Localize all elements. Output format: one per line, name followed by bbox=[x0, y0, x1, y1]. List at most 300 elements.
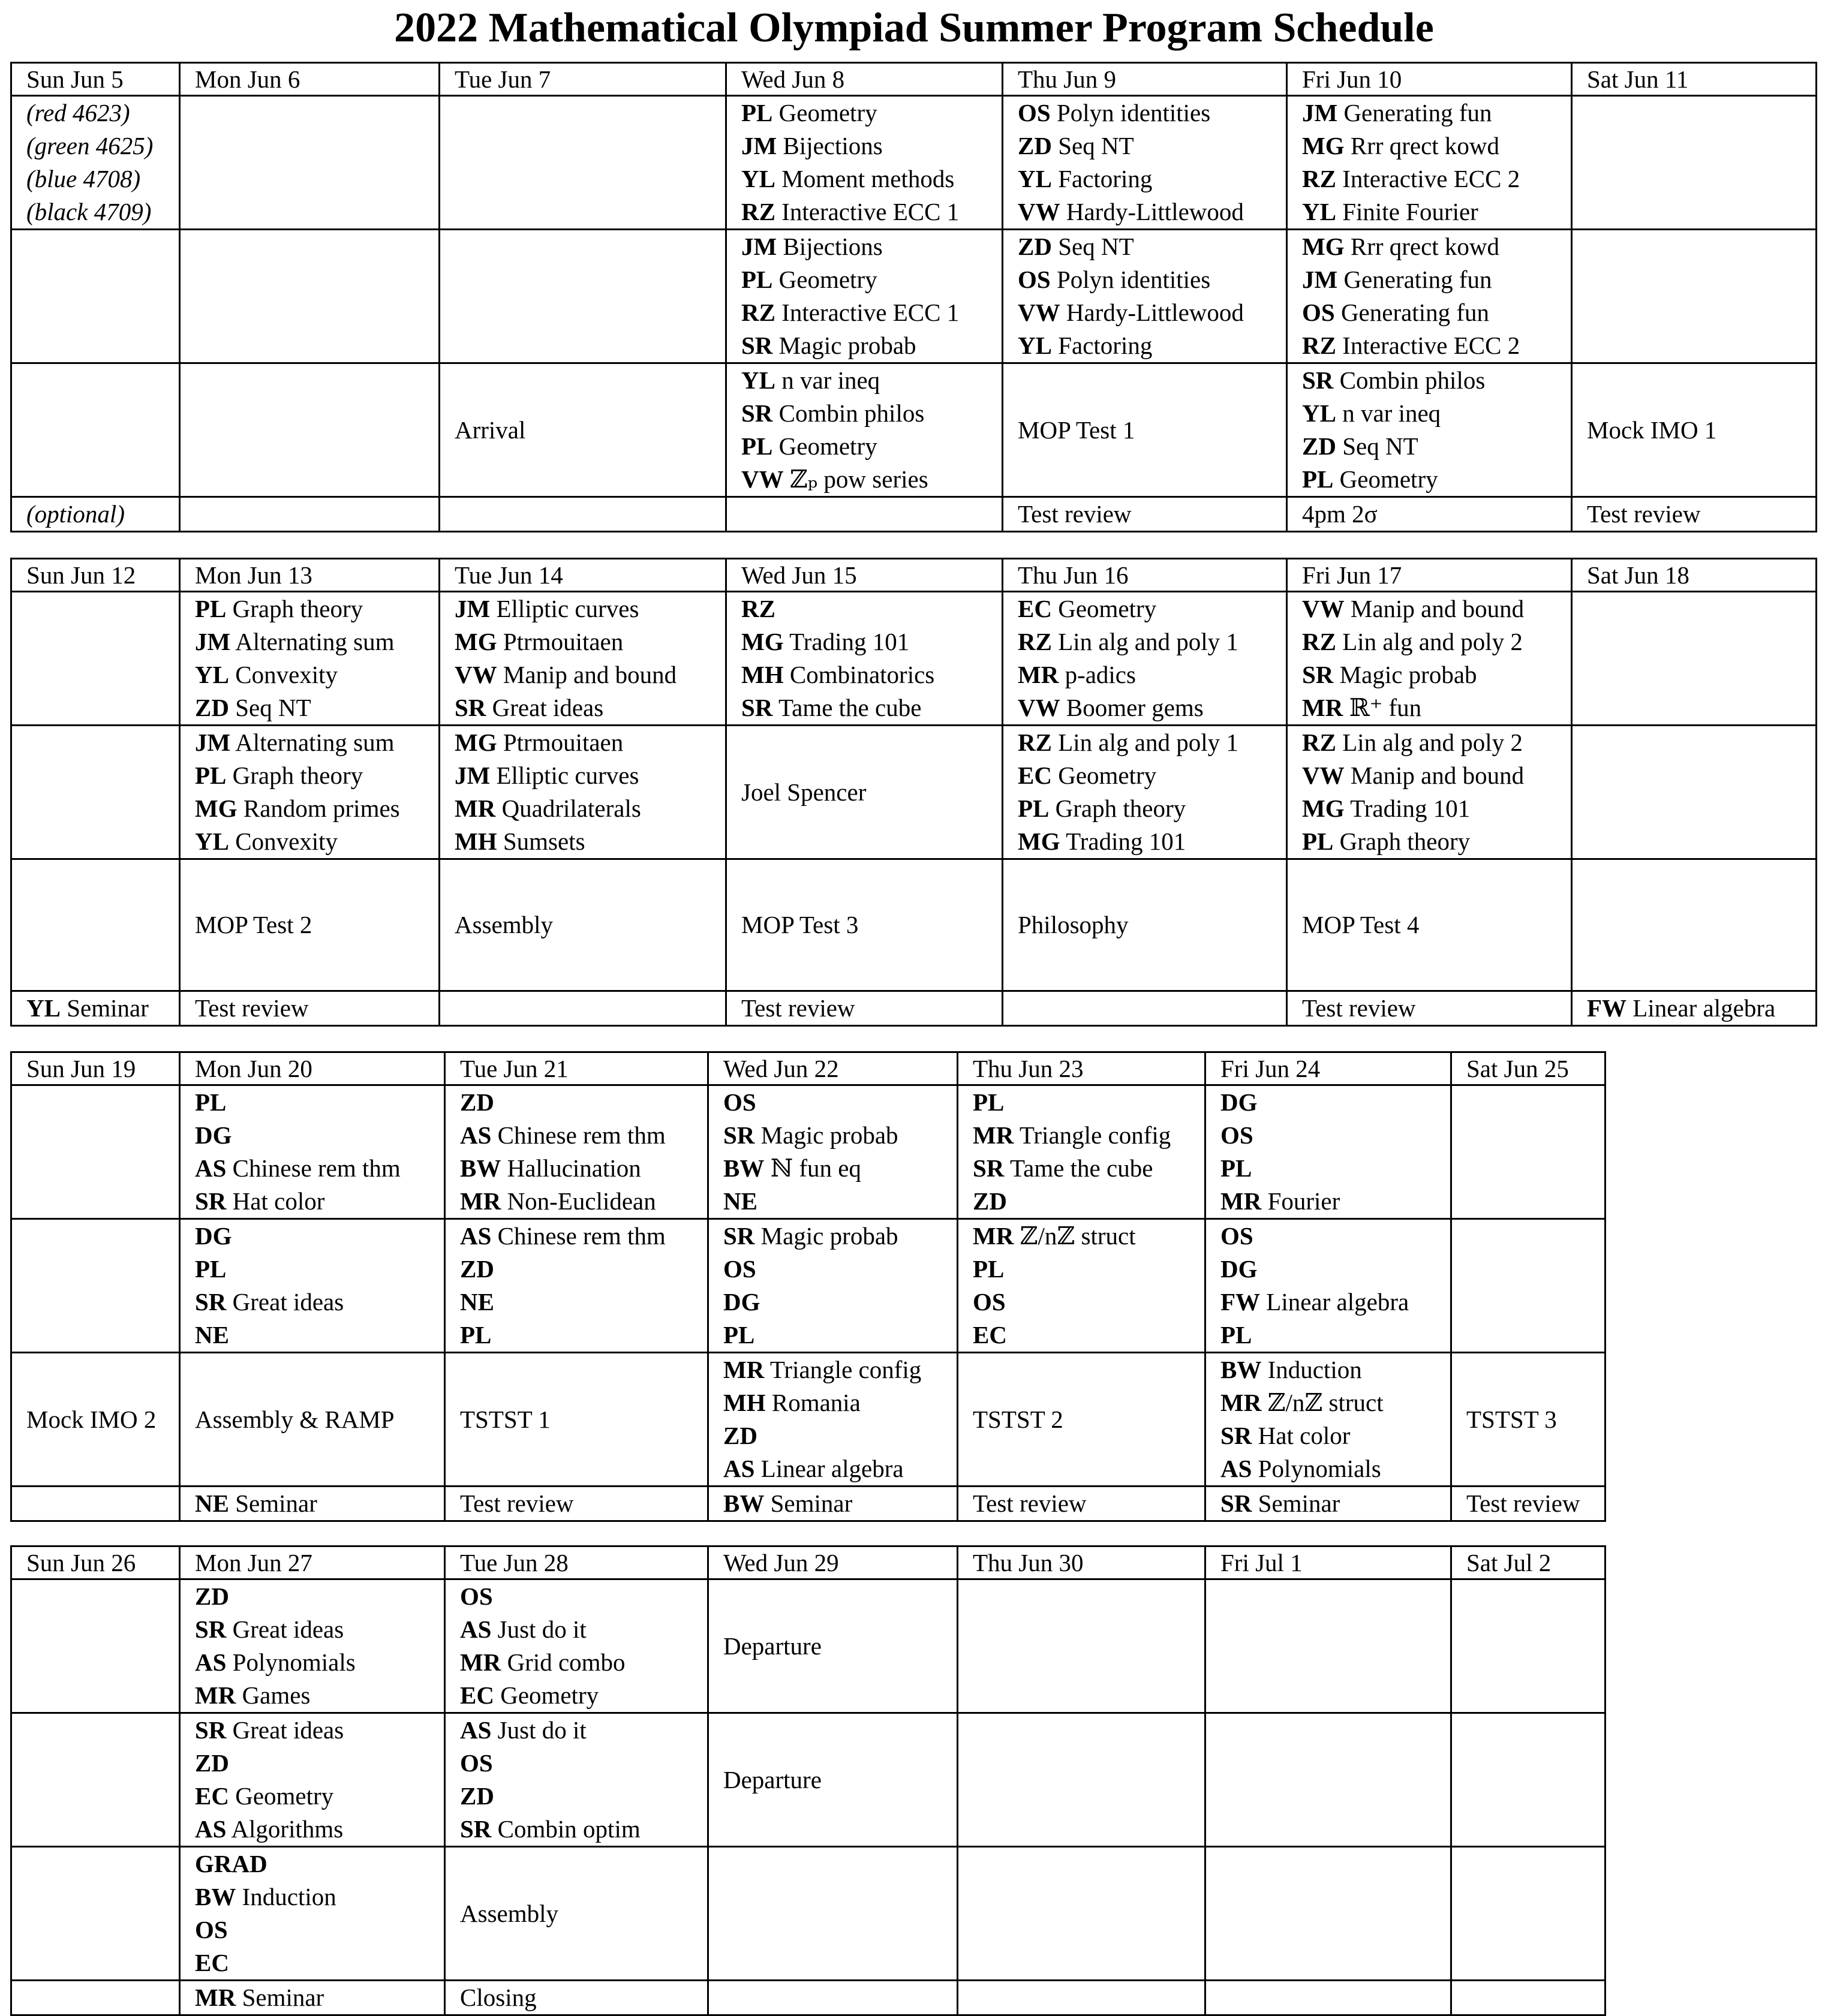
schedule-cell bbox=[708, 1353, 958, 1487]
schedule-cell bbox=[1451, 1219, 1605, 1353]
class-title: Seq NT bbox=[1058, 233, 1134, 260]
class-title: Ptrmouitaen bbox=[503, 628, 624, 655]
class-entry bbox=[1302, 296, 1571, 329]
instructor-initials: PL bbox=[1302, 465, 1334, 493]
class-entry bbox=[1587, 414, 1815, 447]
class-entry bbox=[460, 1813, 707, 1846]
schedule-cell bbox=[440, 726, 726, 859]
class-entry bbox=[26, 97, 179, 130]
class-entry bbox=[741, 691, 1002, 724]
class-title: Just do it bbox=[497, 1615, 587, 1643]
instructor-initials: PL bbox=[195, 1088, 227, 1116]
class-title: MOP Test 1 bbox=[1018, 416, 1135, 444]
class-entry bbox=[195, 1714, 444, 1747]
class-entry bbox=[1018, 592, 1286, 625]
class-entry bbox=[460, 1220, 707, 1253]
instructor-initials: YL bbox=[1018, 332, 1052, 359]
class-title: 4pm 2σ bbox=[1302, 500, 1378, 528]
class-title: Moment methods bbox=[781, 165, 955, 192]
class-title: Graph theory bbox=[232, 762, 363, 789]
instructor-initials: DG bbox=[1220, 1255, 1258, 1283]
class-title: Test review bbox=[1018, 500, 1132, 528]
class-entry bbox=[1302, 792, 1571, 825]
class-title: Algorithms bbox=[231, 1815, 344, 1843]
schedule-cell bbox=[1205, 1847, 1451, 1981]
instructor-initials: PL bbox=[741, 432, 773, 460]
instructor-initials: RZ bbox=[741, 299, 775, 326]
instructor-initials: NE bbox=[195, 1490, 229, 1517]
class-entry bbox=[741, 776, 1002, 809]
class-entry bbox=[1018, 263, 1286, 296]
day-header: Sun Jun 19 bbox=[11, 1052, 180, 1085]
instructor-initials: MR bbox=[195, 1681, 236, 1709]
class-entry bbox=[195, 592, 438, 625]
instructor-initials: PL bbox=[973, 1088, 1005, 1116]
class-title: Sumsets bbox=[503, 828, 585, 855]
class-title: TSTST 3 bbox=[1466, 1405, 1557, 1433]
class-entry bbox=[973, 1086, 1204, 1119]
week-table bbox=[10, 558, 1817, 1027]
session-row bbox=[11, 1353, 1605, 1487]
class-entry bbox=[741, 463, 1002, 496]
instructor-initials: BW bbox=[1220, 1356, 1262, 1383]
instructor-initials: AS bbox=[460, 1615, 492, 1643]
class-entry bbox=[455, 792, 725, 825]
instructor-initials: OS bbox=[1018, 99, 1051, 127]
instructor-initials: BW bbox=[195, 1883, 236, 1910]
class-entry bbox=[1466, 1403, 1604, 1436]
class-title: n var ineq bbox=[781, 366, 880, 394]
class-entry bbox=[460, 1119, 707, 1152]
class-title: p-adics bbox=[1065, 661, 1136, 688]
schedule-cell bbox=[180, 363, 440, 497]
schedule-cell bbox=[11, 363, 180, 497]
instructor-initials: AS bbox=[1220, 1455, 1252, 1482]
class-entry bbox=[1018, 691, 1286, 724]
schedule-cell bbox=[445, 1847, 708, 1981]
instructor-initials: YL bbox=[741, 366, 775, 394]
instructor-initials: AS bbox=[460, 1222, 492, 1250]
class-entry bbox=[741, 195, 1002, 228]
class-title: Test review bbox=[1587, 500, 1701, 528]
class-title: Seq NT bbox=[235, 694, 311, 721]
class-entry bbox=[973, 1185, 1204, 1218]
class-title: Polynomials bbox=[232, 1648, 356, 1676]
class-title: ℤ/nℤ struct bbox=[1267, 1389, 1384, 1416]
class-entry bbox=[973, 1253, 1204, 1286]
class-title: Linear algebra bbox=[1266, 1288, 1409, 1316]
class-entry bbox=[973, 1487, 1204, 1520]
schedule-cell bbox=[180, 497, 440, 532]
instructor-initials: PL bbox=[741, 266, 773, 293]
class-entry bbox=[1018, 908, 1286, 941]
class-title: Hat color bbox=[1258, 1422, 1351, 1449]
schedule-cell bbox=[1205, 1085, 1451, 1219]
class-title: Just do it bbox=[497, 1716, 587, 1744]
class-title: Generating fun bbox=[1340, 299, 1489, 326]
schedule-cell bbox=[708, 1219, 958, 1353]
class-title: Magic probab bbox=[778, 332, 916, 359]
class-entry bbox=[460, 1152, 707, 1185]
schedule-cell bbox=[726, 592, 1003, 726]
schedule-cell bbox=[11, 1085, 180, 1219]
class-entry bbox=[26, 130, 179, 163]
schedule-cell bbox=[180, 859, 440, 991]
class-entry bbox=[195, 1848, 444, 1880]
schedule-cell bbox=[11, 1487, 180, 1521]
class-entry bbox=[460, 1086, 707, 1119]
schedule-cell bbox=[1003, 96, 1287, 230]
schedule-cell bbox=[180, 1353, 445, 1487]
schedule-cell bbox=[11, 96, 180, 230]
instructor-initials: PL bbox=[1018, 795, 1050, 822]
schedule-cell bbox=[11, 726, 180, 859]
class-entry bbox=[741, 430, 1002, 463]
schedule-cell bbox=[1572, 96, 1817, 230]
class-entry bbox=[1302, 97, 1571, 130]
schedule-cell bbox=[1205, 1579, 1451, 1713]
class-title: Hardy-Littlewood bbox=[1066, 299, 1244, 326]
instructor-initials: SR bbox=[741, 332, 773, 359]
schedule-cell bbox=[445, 1085, 708, 1219]
class-title: Bijections bbox=[783, 132, 883, 160]
class-entry bbox=[741, 658, 1002, 691]
class-entry bbox=[195, 1780, 444, 1813]
class-title: Induction bbox=[1267, 1356, 1362, 1383]
class-title: Tame the cube bbox=[778, 694, 922, 721]
class-entry bbox=[1302, 625, 1571, 658]
schedule-cell bbox=[1205, 1981, 1451, 2015]
class-title: Quadrilaterals bbox=[501, 795, 641, 822]
day-header: Tue Jun 14 bbox=[440, 559, 726, 592]
day-header: Tue Jun 7 bbox=[440, 63, 726, 96]
class-title: Convexity bbox=[235, 828, 338, 855]
class-entry bbox=[1018, 658, 1286, 691]
session-row bbox=[11, 991, 1817, 1026]
class-entry bbox=[460, 1747, 707, 1780]
instructor-initials: VW bbox=[455, 661, 497, 688]
instructor-initials: YL bbox=[26, 994, 61, 1022]
class-entry bbox=[460, 1780, 707, 1813]
class-entry bbox=[455, 625, 725, 658]
class-title: Closing bbox=[460, 1984, 537, 2011]
schedule-cell bbox=[726, 363, 1003, 497]
instructor-initials: MG bbox=[1018, 828, 1060, 855]
day-header: Sat Jul 2 bbox=[1451, 1546, 1605, 1579]
class-entry bbox=[1302, 759, 1571, 792]
class-entry bbox=[1220, 1220, 1450, 1253]
instructor-initials: DG bbox=[723, 1288, 760, 1316]
schedule-cell bbox=[958, 1219, 1205, 1353]
schedule-cell bbox=[1287, 96, 1572, 230]
class-title: Assembly bbox=[455, 911, 553, 938]
instructor-initials: DG bbox=[1220, 1088, 1258, 1116]
schedule-cell bbox=[11, 1847, 180, 1981]
class-title: (optional) bbox=[26, 500, 125, 528]
class-entry bbox=[1220, 1319, 1450, 1352]
instructor-initials: SR bbox=[455, 694, 486, 721]
class-title: Generating fun bbox=[1343, 266, 1492, 293]
instructor-initials: PL bbox=[723, 1321, 755, 1349]
instructor-initials: MR bbox=[460, 1648, 501, 1676]
instructor-initials: PL bbox=[1220, 1154, 1252, 1182]
schedule-cell bbox=[1287, 726, 1572, 859]
instructor-initials: PL bbox=[195, 595, 227, 622]
instructor-initials: BW bbox=[460, 1154, 501, 1182]
instructor-initials: AS bbox=[723, 1455, 755, 1482]
schedule-cell bbox=[958, 1487, 1205, 1521]
schedule-cell bbox=[958, 1847, 1205, 1981]
session-row bbox=[11, 1219, 1605, 1353]
class-title: Seminar bbox=[235, 1490, 317, 1517]
class-title: Magic probab bbox=[760, 1121, 898, 1149]
instructor-initials: ZD bbox=[973, 1187, 1007, 1215]
schedule-cell bbox=[1287, 363, 1572, 497]
schedule-cell bbox=[958, 1981, 1205, 2015]
schedule-cell bbox=[708, 1981, 958, 2015]
instructor-initials: MR bbox=[455, 795, 496, 822]
schedule-cell bbox=[440, 859, 726, 991]
class-title: TSTST 2 bbox=[973, 1405, 1063, 1433]
class-entry bbox=[195, 658, 438, 691]
schedule-cell bbox=[1451, 1847, 1605, 1981]
day-header: Thu Jun 16 bbox=[1003, 559, 1287, 592]
class-title: TSTST 1 bbox=[460, 1405, 551, 1433]
class-title: Seminar bbox=[67, 994, 149, 1022]
class-entry bbox=[460, 1185, 707, 1218]
schedule-cell bbox=[180, 1219, 445, 1353]
instructor-initials: JM bbox=[741, 132, 777, 160]
class-entry bbox=[1018, 163, 1286, 195]
class-entry bbox=[973, 1220, 1204, 1253]
instructor-initials: PL bbox=[741, 99, 773, 127]
class-entry bbox=[195, 1487, 444, 1520]
class-entry bbox=[1302, 658, 1571, 691]
class-entry bbox=[460, 1253, 707, 1286]
class-entry bbox=[455, 414, 725, 447]
class-title: MOP Test 4 bbox=[1302, 911, 1420, 938]
instructor-initials: SR bbox=[1220, 1422, 1252, 1449]
class-entry bbox=[723, 1152, 957, 1185]
schedule-cell bbox=[1451, 1579, 1605, 1713]
day-header-row bbox=[11, 1052, 1605, 1085]
class-title: Fourier bbox=[1267, 1187, 1340, 1215]
instructor-initials: ZD bbox=[460, 1782, 494, 1810]
class-title: Elliptic curves bbox=[496, 595, 639, 622]
class-entry bbox=[455, 825, 725, 858]
schedule-cell bbox=[180, 726, 440, 859]
schedule-cell bbox=[1003, 991, 1287, 1026]
day-header: Thu Jun 9 bbox=[1003, 63, 1287, 96]
schedule-cell bbox=[1572, 230, 1817, 363]
class-entry bbox=[1302, 130, 1571, 163]
schedule-cell bbox=[1287, 497, 1572, 532]
class-entry bbox=[195, 825, 438, 858]
day-header: Sun Jun 5 bbox=[11, 63, 180, 96]
class-title: Induction bbox=[242, 1883, 336, 1910]
instructor-initials: ZD bbox=[460, 1255, 494, 1283]
class-title: Geometry bbox=[778, 266, 877, 293]
day-header: Wed Jun 29 bbox=[708, 1546, 958, 1579]
instructor-initials: SR bbox=[460, 1815, 492, 1843]
class-title: Magic probab bbox=[1339, 661, 1477, 688]
class-title: (black 4709) bbox=[26, 198, 152, 225]
schedule-cell bbox=[726, 96, 1003, 230]
class-entry bbox=[195, 691, 438, 724]
instructor-initials: EC bbox=[460, 1681, 494, 1709]
instructor-initials: PL bbox=[1302, 828, 1334, 855]
class-title: Seq NT bbox=[1342, 432, 1418, 460]
class-entry bbox=[1302, 463, 1571, 496]
schedule-cell bbox=[440, 592, 726, 726]
class-title: Combin optim bbox=[497, 1815, 641, 1843]
class-entry bbox=[195, 1319, 444, 1352]
instructor-initials: RZ bbox=[1302, 165, 1336, 192]
instructor-initials: ZD bbox=[1018, 233, 1052, 260]
class-title: Random primes bbox=[243, 795, 400, 822]
class-title: Hardy-Littlewood bbox=[1066, 198, 1244, 225]
class-title: Seminar bbox=[242, 1984, 324, 2011]
class-entry bbox=[195, 1679, 444, 1712]
session-row bbox=[11, 497, 1817, 532]
class-entry bbox=[723, 1353, 957, 1386]
class-entry bbox=[1018, 195, 1286, 228]
class-entry bbox=[741, 992, 1002, 1025]
schedule-cell bbox=[958, 1579, 1205, 1713]
class-entry bbox=[455, 592, 725, 625]
class-title: Convexity bbox=[235, 661, 338, 688]
schedule-cell bbox=[11, 1713, 180, 1847]
instructor-initials: ZD bbox=[1302, 432, 1336, 460]
instructor-initials: NE bbox=[195, 1321, 229, 1349]
schedule-cell bbox=[180, 230, 440, 363]
day-header: Mon Jun 13 bbox=[180, 559, 440, 592]
instructor-initials: PL bbox=[195, 1255, 227, 1283]
schedule-cell bbox=[1572, 726, 1817, 859]
day-header: Wed Jun 15 bbox=[726, 559, 1003, 592]
class-entry bbox=[195, 1185, 444, 1218]
class-entry bbox=[723, 1452, 957, 1485]
class-entry bbox=[195, 1880, 444, 1913]
instructor-initials: VW bbox=[741, 465, 784, 493]
instructor-initials: YL bbox=[195, 661, 229, 688]
schedule-cell bbox=[726, 726, 1003, 859]
instructor-initials: PL bbox=[460, 1321, 492, 1349]
schedule-cell bbox=[445, 1219, 708, 1353]
day-header-row bbox=[11, 63, 1817, 96]
class-entry bbox=[1302, 195, 1571, 228]
schedule-cell bbox=[180, 1487, 445, 1521]
day-header: Mon Jun 6 bbox=[180, 63, 440, 96]
class-entry bbox=[26, 163, 179, 195]
instructor-initials: OS bbox=[460, 1582, 493, 1610]
instructor-initials: BW bbox=[723, 1154, 765, 1182]
class-title: Test review bbox=[1466, 1490, 1580, 1517]
class-entry bbox=[460, 1319, 707, 1352]
day-header-row bbox=[11, 559, 1817, 592]
instructor-initials: EC bbox=[195, 1782, 229, 1810]
instructor-initials: ZD bbox=[460, 1088, 494, 1116]
class-entry bbox=[1302, 430, 1571, 463]
class-entry bbox=[1018, 296, 1286, 329]
class-entry bbox=[1302, 163, 1571, 195]
class-entry bbox=[195, 1286, 444, 1319]
class-entry bbox=[195, 1747, 444, 1780]
instructor-initials: ZD bbox=[195, 1749, 229, 1777]
class-title: Manip and bound bbox=[503, 661, 677, 688]
class-entry bbox=[1302, 726, 1571, 759]
schedule-cell bbox=[11, 1219, 180, 1353]
session-row bbox=[11, 363, 1817, 497]
schedule-cell bbox=[726, 991, 1003, 1026]
class-entry bbox=[973, 1119, 1204, 1152]
instructor-initials: SR bbox=[195, 1615, 227, 1643]
session-row bbox=[11, 1713, 1605, 1847]
class-title: Test review bbox=[973, 1490, 1087, 1517]
instructor-initials: OS bbox=[1220, 1222, 1253, 1250]
class-entry bbox=[460, 1580, 707, 1613]
class-title: Interactive ECC 2 bbox=[1342, 165, 1520, 192]
class-entry bbox=[1302, 908, 1571, 941]
class-entry bbox=[973, 1403, 1204, 1436]
instructor-initials: MH bbox=[455, 828, 497, 855]
instructor-initials: AS bbox=[460, 1716, 492, 1744]
class-title: Great ideas bbox=[232, 1615, 344, 1643]
class-entry bbox=[973, 1152, 1204, 1185]
day-header: Wed Jun 22 bbox=[708, 1052, 958, 1085]
class-entry bbox=[195, 1253, 444, 1286]
class-entry bbox=[455, 759, 725, 792]
class-title: Interactive ECC 1 bbox=[781, 198, 960, 225]
schedule-cell bbox=[440, 363, 726, 497]
class-entry bbox=[1302, 825, 1571, 858]
instructor-initials: AS bbox=[195, 1154, 227, 1182]
class-entry bbox=[1302, 592, 1571, 625]
class-entry bbox=[1220, 1286, 1450, 1319]
session-row bbox=[11, 230, 1817, 363]
class-entry bbox=[1018, 329, 1286, 362]
schedule-cell bbox=[708, 1487, 958, 1521]
class-entry bbox=[1220, 1086, 1450, 1119]
class-entry bbox=[1220, 1386, 1450, 1419]
instructor-initials: ZD bbox=[723, 1422, 757, 1449]
schedule-cell bbox=[11, 1579, 180, 1713]
instructor-initials: FW bbox=[1587, 994, 1627, 1022]
instructor-initials: AS bbox=[195, 1648, 227, 1676]
class-entry bbox=[1302, 691, 1571, 724]
instructor-initials: OS bbox=[1302, 299, 1335, 326]
schedule-cell bbox=[180, 1981, 445, 2015]
schedule-cell bbox=[11, 859, 180, 991]
session-row bbox=[11, 859, 1817, 991]
schedule-cell bbox=[1572, 363, 1817, 497]
instructor-initials: ZD bbox=[195, 694, 229, 721]
instructor-initials: SR bbox=[1302, 366, 1334, 394]
schedule-cell bbox=[1451, 1713, 1605, 1847]
class-entry bbox=[1220, 1152, 1450, 1185]
class-title: Geometry bbox=[1058, 762, 1157, 789]
class-title: Combin philos bbox=[1339, 366, 1486, 394]
class-entry bbox=[1302, 329, 1571, 362]
day-header: Thu Jun 30 bbox=[958, 1546, 1205, 1579]
instructor-initials: MR bbox=[195, 1984, 236, 2011]
class-entry bbox=[195, 1946, 444, 1979]
class-title: Graph theory bbox=[232, 595, 363, 622]
class-title: Test review bbox=[460, 1490, 574, 1517]
instructor-initials: YL bbox=[741, 165, 775, 192]
class-title: Linear algebra bbox=[1632, 994, 1776, 1022]
schedule-cell bbox=[958, 1713, 1205, 1847]
